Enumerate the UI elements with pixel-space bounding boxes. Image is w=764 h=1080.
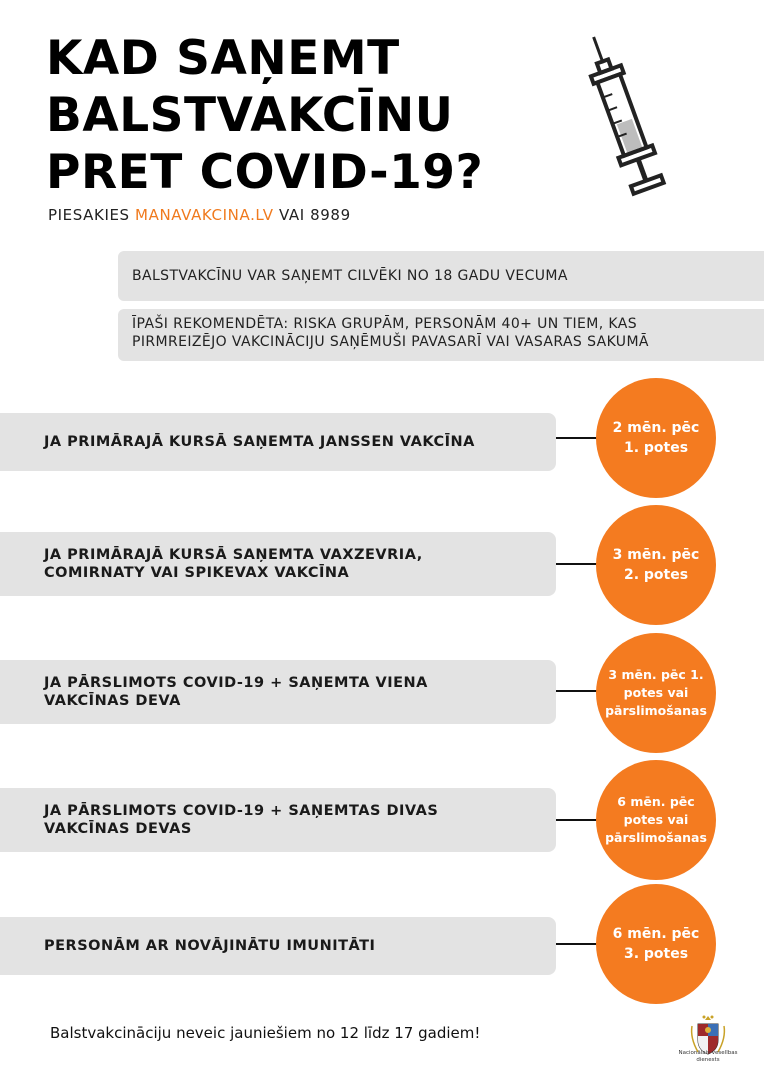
row-text-line-1: PERSONĀM AR NOVĀJINĀTU IMUNITĀTI [44, 938, 376, 954]
syringe-icon [572, 30, 672, 200]
recommended-info-box [118, 309, 764, 361]
row-vaxzevria [0, 532, 556, 596]
circle-line-2: 3. potes [623, 946, 689, 962]
apply-suffix: VAI 8989 [273, 206, 351, 224]
row-janssen [0, 413, 556, 471]
row-text-line-1: JA PĀRSLIMOTS COVID-19 + SAŅEMTAS DIVAS [44, 803, 439, 819]
page-title [46, 30, 566, 201]
circle-line-1: 3 mēn. pēc 1. [608, 667, 704, 682]
circle-line-2: potes vai [623, 812, 689, 827]
circle-line-1: 6 mēn. pēc [612, 926, 700, 942]
row-text-line-1: JA PĀRSLIMOTS COVID-19 + SAŅEMTA VIENA [44, 675, 428, 691]
row-text-line-1: JA PRIMĀRAJĀ KURSĀ SAŅEMTA VAXZEVRIA, [44, 547, 423, 563]
manavakcina-link[interactable]: MANAVAKCINA.LV [135, 206, 274, 224]
row-text-line-2: VAKCĪNAS DEVA [44, 693, 181, 709]
circle-line-2: 1. potes [623, 440, 689, 456]
age-info-box [118, 251, 764, 301]
logo-caption-line-1: Nacionālais veselības [678, 1050, 738, 1056]
title-line-3: PRET COVID-19? [46, 145, 484, 200]
apply-line [48, 206, 351, 224]
timing-circle [596, 884, 716, 1004]
recommended-line-1: ĪPAŠI REKOMENDĒTA: RISKA GRUPĀM, PERSONĀM 40+ UN TIEM, KAS [132, 316, 638, 332]
row-recovered-two-doses [0, 788, 556, 852]
circle-line-3: pārslimošanas [605, 830, 707, 845]
timing-circle [596, 760, 716, 880]
row-weakened-immunity [0, 917, 556, 975]
circle-line-2: potes vai [623, 685, 689, 700]
circle-line-1: 3 mēn. pēc [612, 547, 700, 563]
apply-prefix: PIESAKIES [48, 206, 136, 224]
timing-circle [596, 633, 716, 753]
circle-line-1: 6 mēn. pēc [617, 794, 695, 809]
timing-circle [596, 505, 716, 625]
recommended-line-2: PIRMREIZĒJO VAKCINĀCIJU SAŅĒMUŠI PAVASARĪ VAI VASARAS SAKUMĀ [132, 334, 649, 350]
timing-circle [596, 378, 716, 498]
circle-line-1: 2 mēn. pēc [612, 420, 700, 436]
row-connector [556, 437, 598, 439]
circle-line-2: 2. potes [623, 567, 689, 583]
row-connector [556, 563, 598, 565]
row-connector [556, 819, 598, 821]
row-text-line-2: COMIRNATY VAI SPIKEVAX VAKCĪNA [44, 565, 350, 581]
row-text-line-1: JA PRIMĀRAJĀ KURSĀ SAŅEMTA JANSSEN VAKCĪNA [44, 434, 475, 450]
row-recovered-one-dose [0, 660, 556, 724]
logo-caption-line-2: dienests [696, 1057, 720, 1063]
row-connector [556, 943, 598, 945]
age-info-text: BALSTVAKCĪNU VAR SAŅEMT CILVĒKI NO 18 GADU VECUMA [132, 268, 568, 284]
footer-note: Balstvakcināciju neveic jauniešiem no 12 līdz 17 gadiem! [50, 1024, 481, 1042]
logo-caption [668, 1050, 748, 1064]
row-connector [556, 690, 598, 692]
row-text-line-2: VAKCĪNAS DEVAS [44, 821, 192, 837]
title-line-1: KAD SAŅEMT [46, 31, 400, 86]
title-line-2: BALSTVAKCĪNU [46, 88, 454, 143]
circle-line-3: pārslimošanas [605, 703, 707, 718]
